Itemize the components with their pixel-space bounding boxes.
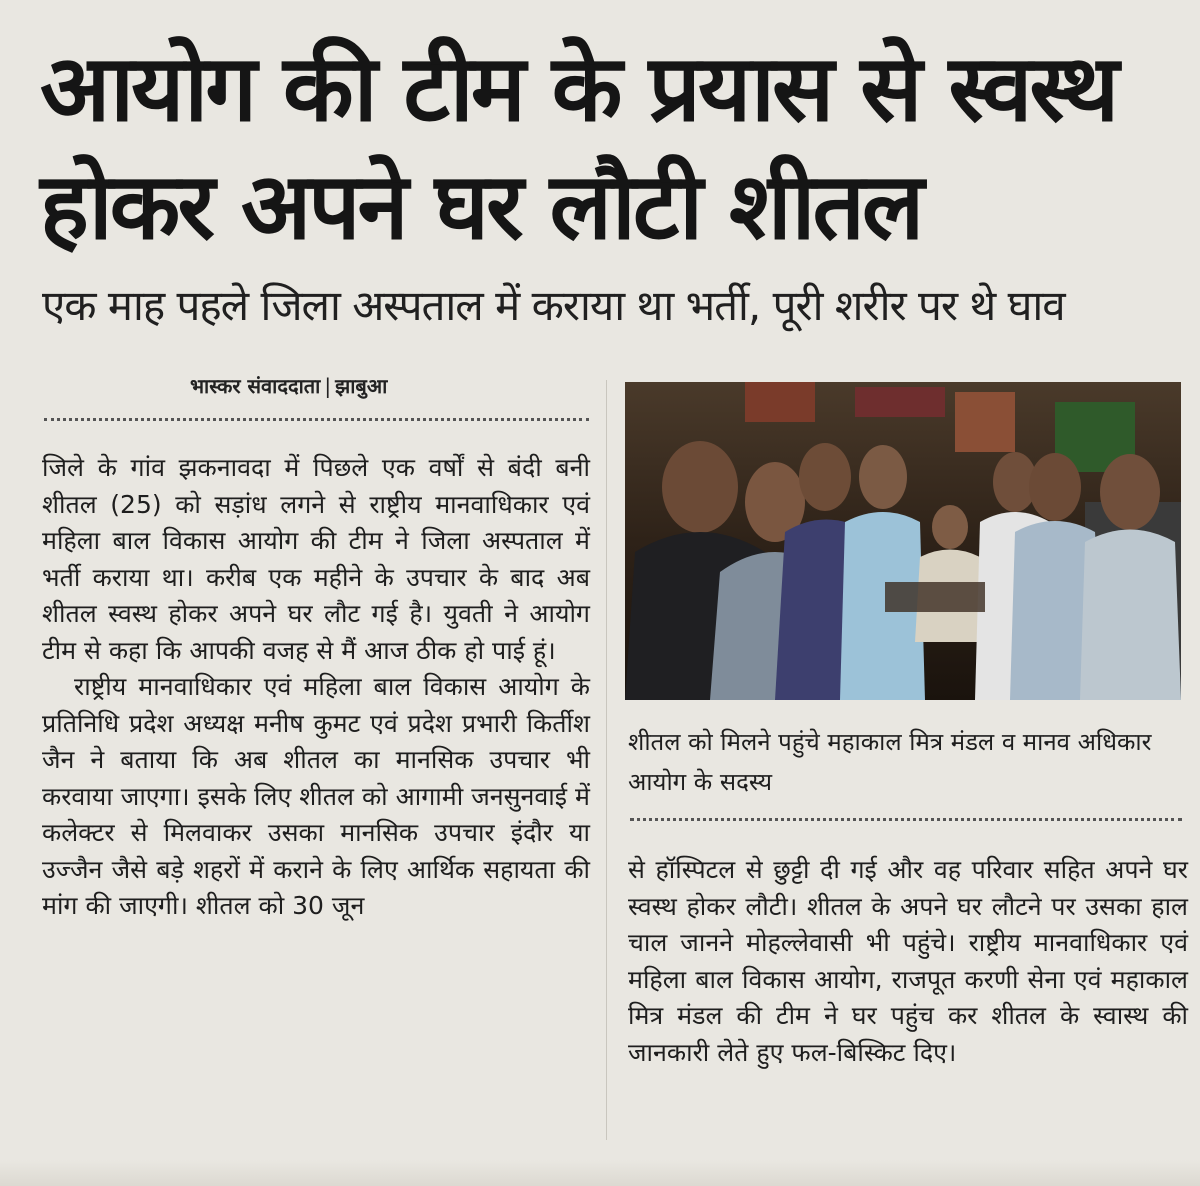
body-paragraph-2: राष्ट्रीय मानवाधिकार एवं महिला बाल विकास आयोग के प्रतिनिधि प्रदेश अध्यक्ष मनीष कुमट एवं प्रदेश प्रभारी किर्तीश जैन ने बताया कि अब शीतल का मानसिक उपचार भी करवाया जाएगा। इसके लिए शीतल को आगामी जनसुनवाई में कलेक्टर से मिलवाकर उसका मानसिक उपचार इंदौर या उज्जैन जैसे बड़े शहरों में कराने के लिए आर्थिक सहायता की मांग की जाएगी। शीतल को 30 जून xyxy=(42,672,590,920)
subheadline: एक माह पहले जिला अस्पताल में कराया था भर्ती, पूरी शरीर पर थे घाव xyxy=(42,281,1065,330)
byline-divider xyxy=(44,418,589,421)
body-paragraph-1: जिले के गांव झकनावदा में पिछले एक वर्षों से बंदी बनी शीतल (25) को सड़ांध लगने से राष्ट्रीय मानवाधिकार एवं महिला बाल विकास आयोग की टीम ने जिला अस्पताल में भर्ती कराया था। करीब एक महीने के उपचार के बाद अब शीतल स्वस्थ होकर अपने घर लौट गई है। युवती ने आयोग टीम से कहा कि आपकी वजह से मैं आज ठीक हो पाई हूं। xyxy=(42,453,590,665)
page-bottom-edge xyxy=(0,1160,1200,1186)
byline-reporter: भास्कर संवाददाता xyxy=(190,374,321,398)
group-photo-illustration xyxy=(625,382,1181,700)
headline-line-1: आयोग की टीम के प्रयास से स्वस्थ xyxy=(40,35,1117,142)
headline xyxy=(40,30,1170,266)
byline xyxy=(190,372,387,399)
headline-line-2: होकर अपने घर लौटी शीतल xyxy=(40,153,922,260)
byline-separator: | xyxy=(324,374,332,398)
body-column-left xyxy=(42,450,590,925)
body-paragraph-3: से हॉस्पिटल से छुट्टी दी गई और वह परिवार सहित अपने घर स्वस्थ होकर लौटी। शीतल के अपने घर लौटने पर उसका हाल चाल जानने मोहल्लेवासी भी पहुंचे। राष्ट्रीय मानवाधिकार एवं महिला बाल विकास आयोग, राजपूत करणी सेना एवं महाकाल मित्र मंडल की टीम ने घर पहुंच कर शीतल के स्वास्थ की जानकारी लेते हुए फल-बिस्किट दिए। xyxy=(628,855,1188,1067)
photo-caption: शीतल को मिलने पहुंचे महाकाल मित्र मंडल व मानव अधिकार आयोग के सदस्य xyxy=(628,728,1152,796)
column-divider xyxy=(606,380,607,1140)
caption-divider xyxy=(630,818,1182,821)
news-photo xyxy=(625,382,1181,700)
byline-place: झाबुआ xyxy=(335,374,388,398)
body-column-right xyxy=(628,852,1188,1071)
